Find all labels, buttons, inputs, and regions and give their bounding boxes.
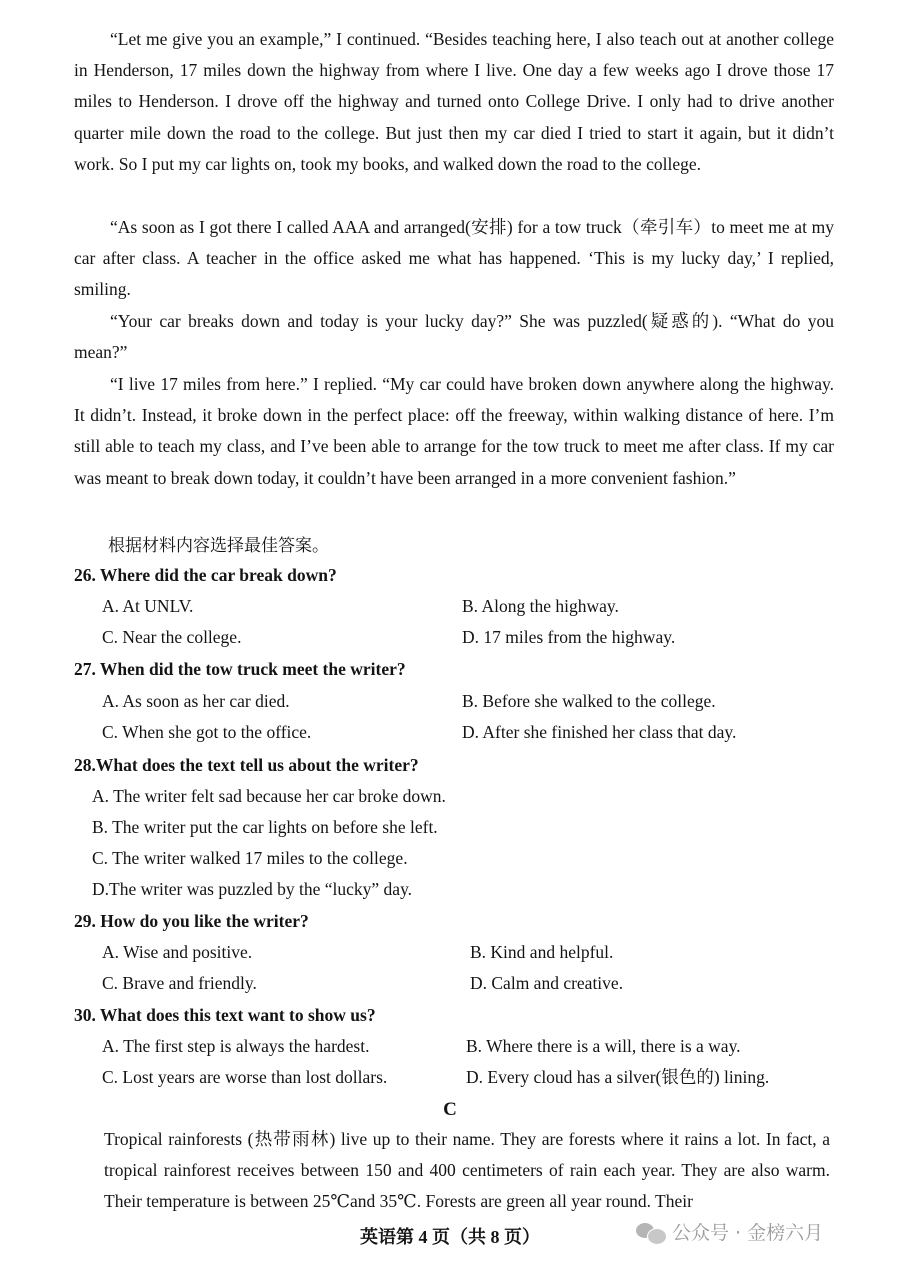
question-26-option-c: C. Near the college. <box>102 627 242 647</box>
question-28-stem: 28.What does the text tell us about the writer? <box>74 755 419 775</box>
question-28-option-a: A. The writer felt sad because her car broke down. <box>92 786 446 806</box>
question-26-option-d: D. 17 miles from the highway. <box>462 627 676 647</box>
question-30-stem: 30. What does this text want to show us? <box>74 1005 376 1025</box>
question-30-option-d: D. Every cloud has a silver(银色的) lining. <box>466 1067 770 1087</box>
page-footer: 英语第 4 页（共 8 页） <box>360 1227 540 1247</box>
question-27-option-b: B. Before she walked to the college. <box>462 691 716 711</box>
question-29-option-c: C. Brave and friendly. <box>102 973 257 993</box>
passage-paragraph-2: “As soon as I got there I called AAA and arranged(安排) for a tow truck（牵引车）to meet me at my car after class. A teacher in the office asked me what has happened. ‘This is my lucky day,’ I replied, smiling. <box>74 217 834 300</box>
passage-paragraph-4: “I live 17 miles from here.” I replied. “My car could have broken down anywhere along the highway. It didn’t. Instead, it broke down in the perfect place: off the freeway, within walking distance of here. I’m still able to teach my class, and I’ve been able to arrange for the tow truck to meet me after class. If my car was meant to break down today, it couldn’t have been arranged in a more convenient fashion.” <box>74 374 834 488</box>
question-27-stem: 27. When did the tow truck meet the writer? <box>74 659 406 679</box>
watermark <box>636 1218 823 1245</box>
watermark-text: 公众号 · 金榜六月 <box>672 1222 824 1244</box>
passage-paragraph-1: “Let me give you an example,” I continued. “Besides teaching here, I also teach out at another college in Henderson, 17 miles down the highway from where I live. One day a few weeks ago I drove those 17 miles to Henderson. I drove off the highway and turned onto College Drive. I only had to drive another quarter mile down the road to the college. But just then my car died I tried to start it again, but it didn’t work. So I put my car lights on, took my books, and walked down the road to the college. <box>74 29 834 174</box>
question-26-stem: 26. Where did the car break down? <box>74 565 337 585</box>
section-c-paragraph: Tropical rainforests (热带雨林) live up to their name. They are forests where it rains a lot. In fact, a tropical rainforest receives between 150 and 400 centimeters of rain each year. They are also warm. Their temperature is between 25℃and 35℃. Forests are green all year round. Their <box>104 1129 830 1212</box>
question-30-option-a: A. The first step is always the hardest. <box>102 1036 370 1056</box>
question-29-option-d: D. Calm and creative. <box>470 973 624 993</box>
question-30-option-c: C. Lost years are worse than lost dollars. <box>102 1067 388 1087</box>
question-29-stem: 29. How do you like the writer? <box>74 911 309 931</box>
instruction: 根据材料内容选择最佳答案。 <box>108 536 329 555</box>
question-28-option-b: B. The writer put the car lights on before she left. <box>92 817 438 837</box>
section-c-heading: C <box>443 1099 457 1120</box>
question-26-option-b: B. Along the highway. <box>462 596 619 616</box>
question-28-option-c: C. The writer walked 17 miles to the college. <box>92 848 408 868</box>
question-27-option-d: D. After she finished her class that day. <box>462 722 737 742</box>
passage-paragraph-3: “Your car breaks down and today is your lucky day?” She was puzzled(疑惑的). “What do you mean?” <box>74 311 834 363</box>
question-30-option-b: B. Where there is a will, there is a way. <box>466 1036 741 1056</box>
question-26-option-a: A. At UNLV. <box>102 596 194 616</box>
wechat-icon <box>636 1221 666 1243</box>
question-29-option-a: A. Wise and positive. <box>102 942 253 962</box>
question-29-option-b: B. Kind and helpful. <box>470 942 614 962</box>
question-28-option-d: D.The writer was puzzled by the “lucky” day. <box>92 879 413 899</box>
question-27-option-a: A. As soon as her car died. <box>102 691 290 711</box>
question-27-option-c: C. When she got to the office. <box>102 722 312 742</box>
